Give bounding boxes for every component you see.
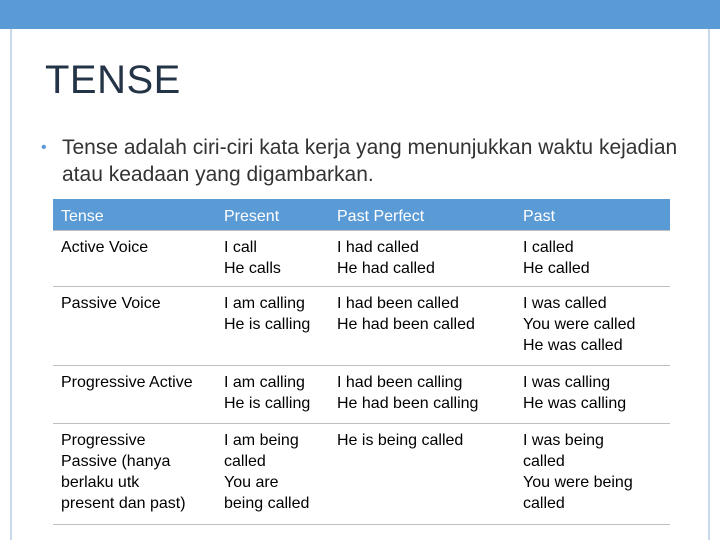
cell-past (515, 230, 670, 286)
cell-line: He is calling (224, 315, 311, 333)
cell-line: Passive (hanya (61, 452, 171, 470)
cell-line: berlaku utk (61, 473, 140, 491)
cell-line: Progressive Active (61, 373, 193, 391)
cell-line: He was calling (523, 394, 627, 412)
table-row (53, 230, 670, 286)
bullet-term: Tense (62, 136, 119, 159)
cell-present (216, 286, 329, 365)
row-label (53, 286, 216, 365)
cell-past-perfect (329, 423, 515, 524)
cell-line: You were being (523, 473, 633, 491)
header-tense: Tense (53, 199, 216, 230)
table-header-row (53, 199, 670, 230)
cell-line: He had been called (337, 315, 475, 333)
cell-line: I had been calling (337, 373, 463, 391)
cell-line: I called (523, 238, 574, 256)
bullet-definition (41, 134, 701, 188)
cell-line: You were called (523, 315, 636, 333)
cell-line: I was called (523, 294, 607, 312)
cell-line: He called (523, 259, 590, 277)
cell-line: I was calling (523, 373, 611, 391)
bullet-body: adalah ciri-ciri kata kerja yang menunjukkan waktu kejadian atau keadaan yang digambarkan. (62, 136, 678, 186)
cell-past (515, 423, 670, 524)
cell-present (216, 365, 329, 423)
cell-line: Progressive (61, 431, 146, 449)
table-row (53, 286, 670, 365)
cell-line: called (523, 494, 565, 512)
header-past-perfect: Past Perfect (329, 199, 515, 230)
cell-line: He was called (523, 336, 623, 354)
cell-line: He had called (337, 259, 435, 277)
cell-line: called (224, 452, 266, 470)
cell-line: He is being called (337, 431, 464, 449)
cell-line: He had been calling (337, 394, 479, 412)
cell-line: He is calling (224, 394, 311, 412)
tense-table (53, 199, 670, 525)
right-border-rule (708, 29, 710, 540)
cell-past (515, 286, 670, 365)
left-border-rule (10, 29, 12, 540)
cell-line: called (523, 452, 565, 470)
cell-past-perfect (329, 230, 515, 286)
slide-title: TENSE (45, 58, 181, 102)
cell-line: I was being (523, 431, 604, 449)
cell-present (216, 230, 329, 286)
bullet-text (62, 134, 702, 188)
cell-line: I am being (224, 431, 299, 449)
cell-line: present dan past) (61, 494, 186, 512)
cell-line: being called (224, 494, 310, 512)
cell-line: He calls (224, 259, 281, 277)
cell-line: I had called (337, 238, 419, 256)
cell-present (216, 423, 329, 524)
cell-past-perfect (329, 286, 515, 365)
cell-past (515, 365, 670, 423)
row-label (53, 230, 216, 286)
cell-line: Passive Voice (61, 294, 161, 312)
cell-line: I am calling (224, 294, 305, 312)
row-label (53, 423, 216, 524)
cell-line: Active Voice (61, 238, 149, 256)
table-row (53, 365, 670, 423)
header-present: Present (216, 199, 329, 230)
cell-line: You are (224, 473, 279, 491)
cell-past-perfect (329, 365, 515, 423)
cell-line: I am calling (224, 373, 305, 391)
top-accent-bar (0, 0, 720, 29)
cell-line: I call (224, 238, 257, 256)
header-past: Past (515, 199, 670, 230)
cell-line: I had been called (337, 294, 459, 312)
bullet-dot-icon: • (41, 139, 47, 156)
table-row (53, 423, 670, 524)
row-label (53, 365, 216, 423)
